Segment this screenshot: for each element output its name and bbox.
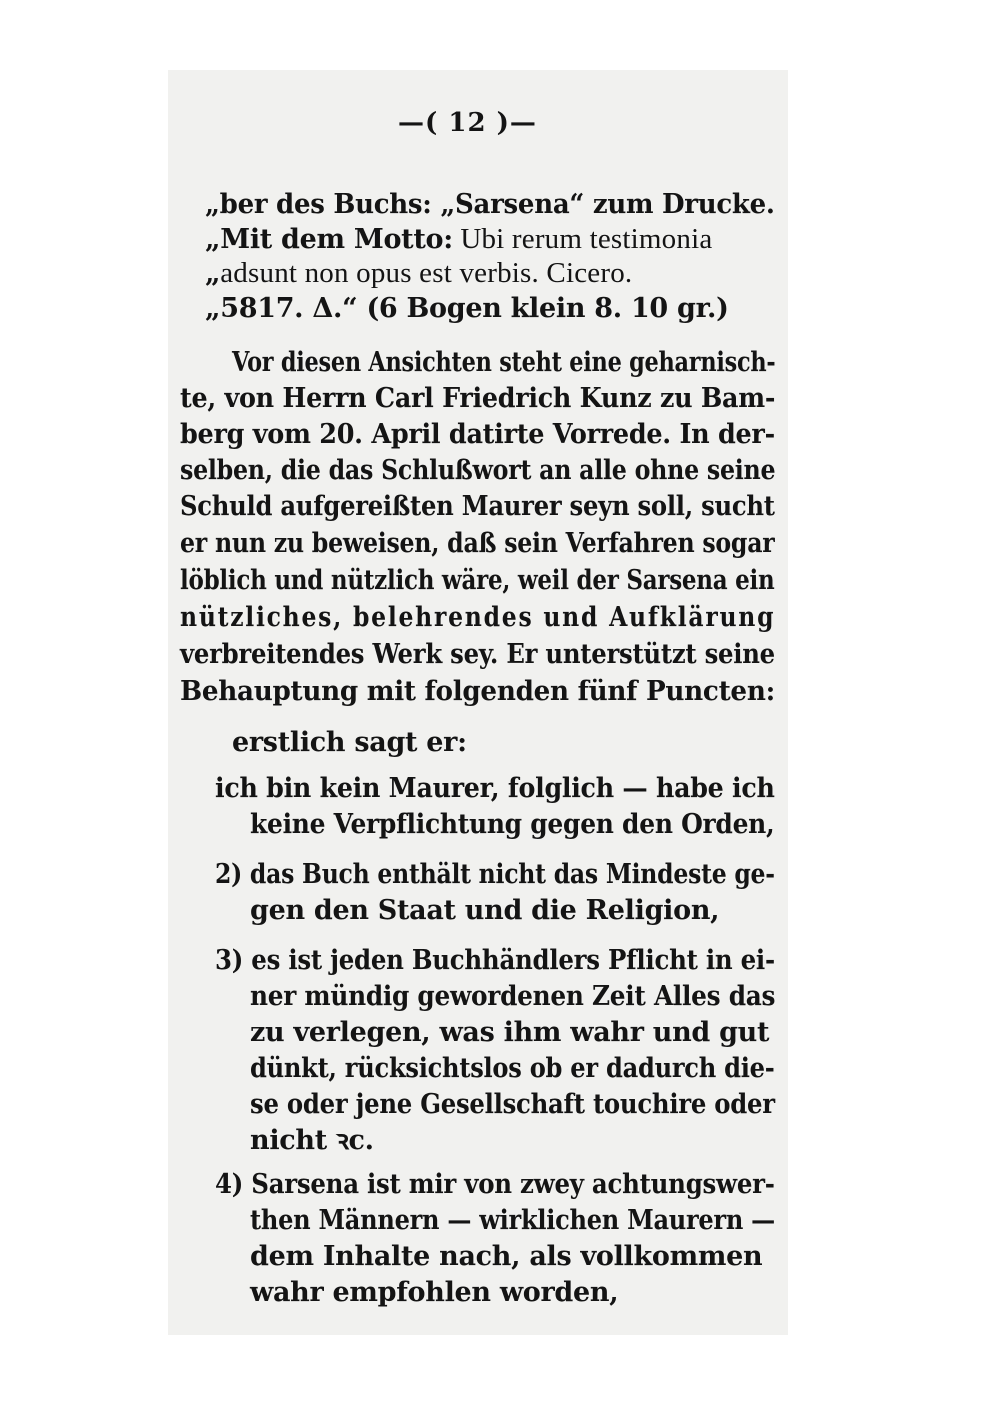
quote-text: „ber des Buchs: „Sarsena“ zum Drucke. xyxy=(205,189,775,220)
paragraph-line: berg vom 20. April datirte Vorrede. In der- xyxy=(180,419,775,450)
paragraph-line: Schuld aufgereißten Maurer seyn soll, sucht xyxy=(180,491,775,522)
list-line: 3) es ist jeden Buchhändlers Pflicht in ei- xyxy=(215,945,775,976)
list-line: ner mündig gewordenen Zeit Alles das xyxy=(250,981,776,1012)
list-line: 4) Sarsena ist mir von zwey achtungswer- xyxy=(215,1169,775,1200)
list-line: then Männern — wirklichen Maurern — xyxy=(250,1205,775,1236)
paragraph-line: selben, die das Schlußwort an alle ohne seine xyxy=(180,455,776,486)
quote-line xyxy=(205,292,729,326)
list-line: gen den Staat und die Religion, xyxy=(250,895,720,926)
page-number-header: —( 12 )— xyxy=(398,108,537,138)
paragraph-line: löblich und nützlich wäre, weil der Sarsena ein xyxy=(180,565,775,596)
list-line: zu verlegen, was ihm wahr und gut xyxy=(250,1017,770,1048)
list-line: 2) das Buch enthält nicht das Mindeste ge- xyxy=(215,859,775,890)
quote-line xyxy=(205,256,632,291)
paragraph-line: Vor diesen Ansichten steht eine geharnisch- xyxy=(232,347,776,378)
list-line: ich bin kein Maurer, folglich — habe ich xyxy=(215,773,775,804)
quote-line xyxy=(205,222,712,257)
list-line: nicht ꝛc. xyxy=(250,1125,374,1156)
paragraph-line: verbreitendes Werk sey. Er unterstützt seine xyxy=(180,639,775,670)
paragraph-line: te, von Herrn Carl Friedrich Kunz zu Bam- xyxy=(180,383,776,414)
list-line: dem Inhalte nach, als vollkommen xyxy=(250,1241,763,1272)
list-intro: erstlich sagt er: xyxy=(232,727,467,758)
paragraph-line: nützliches, belehrendes und Aufklärung xyxy=(180,602,776,633)
list-line: se oder jene Gesellschaft touchire oder xyxy=(250,1089,775,1120)
list-line: wahr empfohlen worden, xyxy=(250,1277,619,1308)
quote-text: „Mit dem Motto: xyxy=(205,224,453,255)
quote-latin-text: Ubi rerum testimonia xyxy=(452,223,713,255)
list-line: dünkt, rücksichtslos ob er dadurch die- xyxy=(250,1053,775,1084)
quote-text: „5817. Δ.“ (6 Bogen klein 8. 10 gr.) xyxy=(205,293,729,324)
list-line: keine Verpflichtung gegen den Orden, xyxy=(250,809,775,840)
quote-line xyxy=(205,188,775,222)
paragraph-line: er nun zu beweisen, daß sein Verfahren sogar xyxy=(180,528,775,559)
quote-latin-text: adsunt non opus est verbis. Cicero. xyxy=(220,257,633,289)
paragraph-line: Behauptung mit folgenden fünf Puncten: xyxy=(180,676,775,707)
quote-text: „ xyxy=(205,258,221,289)
